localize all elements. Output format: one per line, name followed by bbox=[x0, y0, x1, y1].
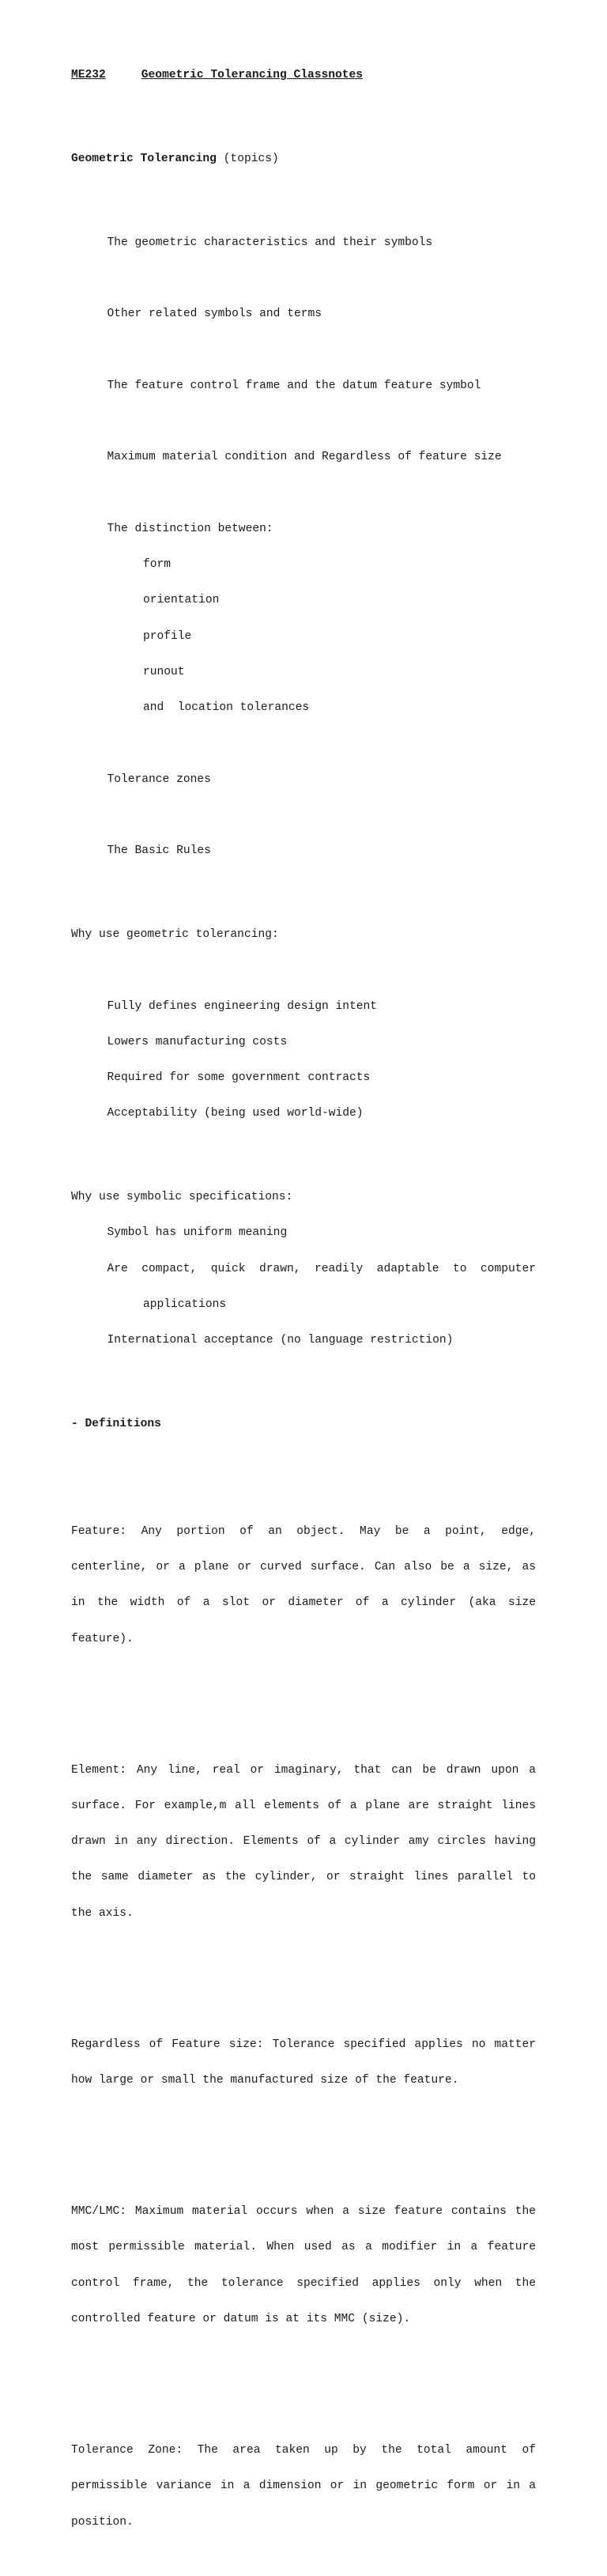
definition-line: permissible variance in a dimension or in geometric form or in a bbox=[71, 2480, 536, 2493]
why-symbolic-item: International acceptance (no language restriction) bbox=[107, 1334, 454, 1347]
distinction-item: profile bbox=[143, 629, 192, 643]
why-gt-item: Required for some government contracts bbox=[107, 1071, 371, 1085]
why-symbolic-item-continued: applications bbox=[143, 1297, 227, 1311]
page-header bbox=[71, 70, 536, 81]
topics-heading-line bbox=[71, 153, 536, 165]
definition-line: how large or small the manufactured size of the feature. bbox=[71, 2074, 459, 2087]
topic-item: Other related symbols and terms bbox=[107, 308, 322, 321]
distinction-item: runout bbox=[143, 665, 185, 678]
definition-line: feature). bbox=[71, 1632, 134, 1645]
topic-item: Maximum material condition and Regardless of feature size bbox=[107, 451, 502, 464]
why-gt-heading: Why use geometric tolerancing: bbox=[71, 928, 279, 942]
definition-line: MMC/LMC: Maximum material occurs when a size feature contains the bbox=[71, 2205, 536, 2219]
distinction-item: and location tolerances bbox=[143, 701, 310, 715]
topic-item: The feature control frame and the datum feature symbol bbox=[107, 379, 481, 392]
definition-line: Feature: Any portion of an object. May be a point, edge, bbox=[71, 1524, 536, 1538]
topic-item: Tolerance zones bbox=[107, 772, 211, 786]
definition-line: drawn in any direction. Elements of a cylinder amy circles having bbox=[71, 1835, 536, 1849]
topic-item: The distinction between: bbox=[107, 522, 273, 535]
definitions-heading: - Definitions bbox=[71, 1417, 161, 1430]
definition-line: Tolerance Zone: The area taken up by the total amount of bbox=[71, 2443, 536, 2457]
topics-heading-suffix: (topics) bbox=[216, 152, 279, 165]
definition-line: control frame, the tolerance specified applies only when the bbox=[71, 2276, 536, 2290]
definition-line: controlled feature or datum is at its MMC (size). bbox=[71, 2312, 411, 2325]
definition-line: the same diameter as the cylinder, or straight lines parallel to bbox=[71, 1871, 536, 1884]
definition-line: Element: Any line, real or imaginary, that can be drawn upon a bbox=[71, 1763, 536, 1777]
definition-tolerance-zone bbox=[71, 2421, 536, 2552]
document-page bbox=[71, 34, 536, 2576]
why-symbolic-item: Are compact, quick drawn, readily adaptable to computer bbox=[107, 1262, 536, 1275]
distinction-item: orientation bbox=[143, 594, 220, 607]
topics-heading: Geometric Tolerancing bbox=[71, 152, 217, 165]
definition-mmc bbox=[71, 2182, 536, 2349]
definition-rfs bbox=[71, 2015, 536, 2111]
why-gt-item: Fully defines engineering design intent bbox=[107, 999, 378, 1013]
definition-element bbox=[71, 1740, 536, 1943]
definition-line: in the width of a slot or diameter of a cylinder (aka size bbox=[71, 1596, 536, 1610]
why-symbolic-item: Symbol has uniform meaning bbox=[107, 1226, 288, 1240]
document-title: Geometric Tolerancing Classnotes bbox=[141, 69, 364, 82]
why-gt-item: Acceptability (being used world-wide) bbox=[107, 1107, 364, 1120]
topic-item: The Basic Rules bbox=[107, 844, 211, 858]
topic-item: The geometric characteristics and their symbols bbox=[107, 236, 433, 249]
why-gt-item: Lowers manufacturing costs bbox=[107, 1035, 288, 1048]
definition-feature bbox=[71, 1502, 536, 1669]
definition-line: position. bbox=[71, 2515, 134, 2529]
definition-line: centerline, or a plane or curved surface. Can also be a size, as bbox=[71, 1561, 536, 1573]
definition-line: surface. For example,m all elements of a plane are straight lines bbox=[71, 1799, 536, 1812]
definition-line: the axis. bbox=[71, 1906, 134, 1920]
distinction-item: form bbox=[143, 558, 172, 572]
why-symbolic-heading: Why use symbolic specifications: bbox=[71, 1191, 293, 1204]
definition-line: most permissible material. When used as a modifier in a feature bbox=[71, 2241, 536, 2254]
course-code: ME232 bbox=[71, 69, 106, 82]
definition-line: Regardless of Feature size: Tolerance specified applies no matter bbox=[71, 2038, 536, 2051]
